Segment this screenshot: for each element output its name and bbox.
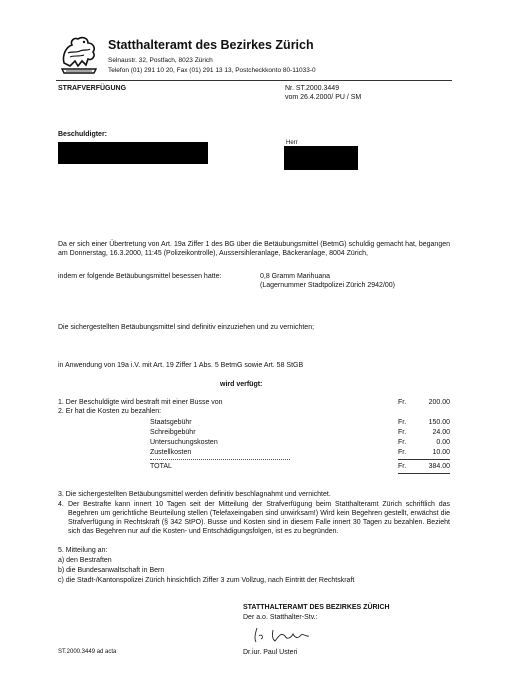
total-amount: 384.00 <box>428 463 450 470</box>
order-appeal-text: Der Bestrafte kann innert 10 Tagen seit der Mitteilung der Strafverfügung beim Statthalteramt Zürich schriftlich das Begehren um gerichtliche Beurteilung stellen (Telefaxeingaben sind unwirksam!) Wird kein Begehren gestellt, erwächst die Strafverfügung in Rechtskraft (§ 342 StPO). Busse und Kosten sind in diesem Falle innert 30 Tagen zu bezahlen. Bezieht sich das Begehren nur auf die Kosten- und Entschädigungsfolgen, ist es zu begründen. <box>68 501 450 535</box>
cost-label: Schreibgebühr <box>150 429 196 436</box>
cost-currency: Fr. <box>398 439 407 446</box>
possession-item: 0,8 Gramm Marihuana <box>260 273 331 280</box>
subtotal-dotted-rule <box>150 459 290 461</box>
cost-row <box>150 448 450 458</box>
accused-salutation: Herr <box>286 140 298 146</box>
zurich-lion-coat-of-arms-icon <box>58 33 100 75</box>
recipient-item: a) den Bestraften <box>58 557 112 564</box>
cost-amount: 10.00 <box>432 449 450 456</box>
cost-row <box>150 438 450 448</box>
offense-paragraph: Da er sich einer Übertretung von Art. 19a Ziffer 1 des BG über die Betäubungsmittel (BetmG) schuldig gemacht hat, begangen am Donnerstag, 16.3.2000, 11:45 (Polizeikontrolle), Aussersihleranlage, Bäckeranlage, 8004 Zürich, <box>58 241 450 257</box>
redacted-person <box>284 146 358 170</box>
cost-amount: 0.00 <box>436 439 450 446</box>
costs-table <box>150 418 450 478</box>
total-row <box>150 462 450 472</box>
order-appeal-number: 4. <box>58 501 64 508</box>
order-costs: 2. Er hat die Kosten zu bezahlen: <box>58 408 162 415</box>
signature-office: STATTHALTERAMT DES BEZIRKES ZÜRICH <box>243 604 390 611</box>
fine-currency: Fr. <box>398 399 407 406</box>
redacted-name <box>58 142 208 164</box>
document-date: vom 26.4.2000/ PU / SM <box>285 94 362 101</box>
recipient-item: b) die Bundesanwaltschaft in Bern <box>58 567 165 574</box>
total-rule <box>398 473 450 474</box>
signature-name: Dr.iur. Paul Usteri <box>243 649 298 656</box>
cost-amount: 24.00 <box>432 429 450 436</box>
office-contact: Telefon (01) 291 10 20, Fax (01) 291 13 13, Postcheckkonto 80-11033-0 <box>108 67 316 74</box>
total-currency: Fr. <box>398 463 407 470</box>
header-divider <box>56 80 452 81</box>
order-confiscation: 3. Die sichergestellten Betäubungsmittel werden definitiv beschlagnahmt und vernichtet. <box>58 491 331 498</box>
file-reference: ST.2000.3449 ad acta <box>58 649 117 655</box>
document-type: STRAFVERFÜGUNG <box>58 85 127 92</box>
cost-currency: Fr. <box>398 419 407 426</box>
order-notification: 5. Mitteilung an: <box>58 547 108 554</box>
signature-role: Der a.o. Statthalter-Stv.: <box>243 614 318 621</box>
confiscation-statement: Die sichergestellten Betäubungsmittel sind definitiv einzuziehen und zu vernichten; <box>58 324 315 331</box>
cost-row <box>150 428 450 438</box>
accused-label: Beschuldigter: <box>58 131 108 138</box>
cost-label: Staatsgebühr <box>150 419 192 426</box>
cost-label: Zustellkosten <box>150 449 192 456</box>
cost-currency: Fr. <box>398 449 407 456</box>
ruling-heading: wird verfügt: <box>220 381 263 388</box>
office-title: Statthalteramt des Bezirkes Zürich <box>108 38 314 52</box>
cost-currency: Fr. <box>398 429 407 436</box>
handwritten-signature <box>245 624 355 644</box>
recipient-item: c) die Stadt-/Kantonspolizei Zürich hinsichtlich Ziffer 3 zum Vollzug, nach Eintritt der Rechtskraft <box>58 577 355 584</box>
cost-amount: 150.00 <box>428 419 450 426</box>
fine-amount: 200.00 <box>428 399 450 406</box>
total-label: TOTAL <box>150 463 172 470</box>
order-fine: 1. Der Beschuldigte wird bestraft mit einer Busse von <box>58 399 223 406</box>
possession-intro: indem er folgende Betäubungsmittel besessen hatte: <box>58 273 222 280</box>
subtotal-rule <box>398 459 450 460</box>
document-number: Nr. ST.2000.3449 <box>285 85 340 92</box>
possession-reference: (Lagernummer Stadtpolizei Zürich 2942/00) <box>260 282 396 289</box>
office-address: Selnaustr. 32, Postfach, 8023 Zürich <box>108 57 213 64</box>
cost-row <box>150 418 450 428</box>
legal-basis: in Anwendung von 19a i.V. mit Art. 19 Ziffer 1 Abs. 5 BetmG sowie Art. 58 StGB <box>58 362 304 369</box>
cost-label: Untersuchungskosten <box>150 439 218 446</box>
